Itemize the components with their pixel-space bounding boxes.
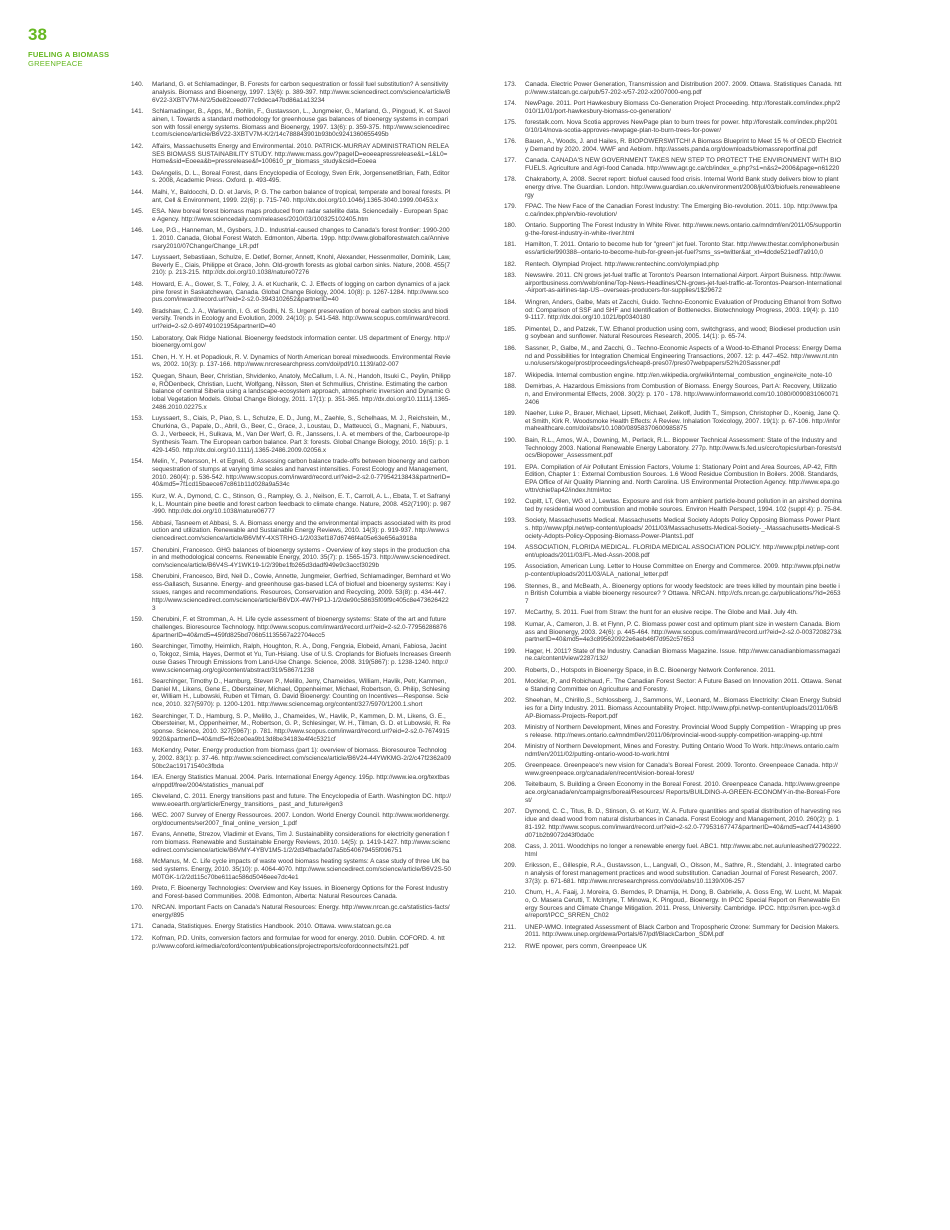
reference-number: 164. xyxy=(131,774,144,782)
reference-text: EPA. Compilation of Air Pollutant Emission Factors, Volume 1: Stationary Point and Area Sources, AP-42, Fifth Edition, Chapter 1 : External Combustion Sources. 1.6 Wood Residue Combustion In Boilers. 2008. Standards, EPA Office of Air Quality Planning and. North Carolina. US Environmental Protection Agency. http://www.epa.gov/ttn/chief/ap42/index.html#toc xyxy=(525,463,840,495)
reference-number: 209. xyxy=(504,861,517,869)
reference-number: 189. xyxy=(504,409,517,417)
reference-text: Cherubini, Francesco. GHG balances of bioenergy systems - Overview of key steps in the production chain and methodological concerns. Renewable Energy, 2010. 35(7): p. 1565-1573. http://www.sciencedirect.com/science/article/B6V4S-4Y1WK19-1/2/39be1fb265d3dadf949e9c3accf3029b xyxy=(152,546,451,570)
reference-entry xyxy=(504,345,842,369)
reference-text: Kofman, P.D. Units, conversion factors and formulae for wood for energy. 2010. Dublin. COFORD. 4. http://www.coford.ie/media/coford/content/publications/projectreports/cofordconnects/ht21.pdf xyxy=(152,934,445,950)
reference-text: Bauen, A., Woods, J. and Hailes, R. BIOPOWERSWITCH! A Biomass Blueprint to Meet 15 % of OECD Electricity Demand by 2020. 2004. WWF and Aebiom. http://assets.panda.org/downloads/biomassreportfinal.pdf xyxy=(525,138,842,154)
reference-entry xyxy=(131,81,451,105)
reference-entry xyxy=(504,157,842,173)
reference-entry xyxy=(131,143,451,167)
reference-entry xyxy=(131,520,451,544)
reference-number: 176. xyxy=(504,138,517,146)
reference-text: Dymond, C. C., Titus, B. D., Stinson, G. et Kurz, W. A. Future quantities and spatial distribution of harvesting residue and dead wood from natural disturbances in Canada. Forest Ecology and Management, 2010. 260(2): p. 181-192. http://www.scopus.com/inward/record.url?eid=2-s2.0-77953167747&partnerID=40&md5=acf744143690d071b2b9072d43f0da0c xyxy=(525,808,842,839)
reference-entry xyxy=(504,272,842,296)
reference-entry xyxy=(504,544,842,560)
reference-text: Kumar, A., Cameron, J. B. et Flynn, P. C. Biomass power cost and optimum plant size in western Canada. Biomass and Bioenergy, 2003. 24(6): p. 445-464. http://www.scopus.com/inward/record.url?eid=2-s2.0-0037208273&partnerID=40&md5=4e3c895620922e6aeb46f7d952c57653 xyxy=(525,620,842,644)
reference-entry xyxy=(504,517,842,541)
reference-entry xyxy=(504,81,842,97)
reference-text: Pimentel, D., and Patzek, T.W. Ethanol production using corn, switchgrass, and wood; Biodiesel production using soybean and sunflower. Natural Resources Research, 2005. 14(1): p. 65-74. xyxy=(525,325,841,341)
reference-entry xyxy=(131,713,451,744)
reference-number: 170. xyxy=(131,904,144,912)
reference-text: Affairs, Massachusetts Energy and Environmental. 2010. PATRICK-MURRAY ADMINISTRATION RELEASES BIOMASS SUSTAINABILITY STUDY. http://www.mass.gov/?pageID=eoeeapressrelease&L=1&L0=Home&sid=Eoeea&b=pressrelease&f=100610_pr_biomass_study&csid=Eoeea xyxy=(152,142,449,166)
reference-number: 175. xyxy=(504,119,517,127)
reference-text: Sassner, P., Galbe, M., and Zacchi, G.. Techno-Economic Aspects of a Wood-to-Ethanol Process: Energy Demand and Possibilities for Integration Chemical Engineering Transactions, 2007. 12: p. 447–452. http://www.nt.ntnu.no/users/skoge/prost/proceedings/icheap8-pres07/pres07webpapers/52%20Sassner.pdf xyxy=(525,344,842,368)
reference-text: Searchinger, Timothy D., Hamburg, Steven P., Melillo, Jerry, Chameides, William, Havlik, Petr, Kammen, Daniel M., Likens, Gene E., Obersteiner, Michael, Oppenheimer, Michael, Robertson, G. Philip, Schlesinger, William H., Lubowski, Ruben et Tilman, G. David Bioenergy: Counting on Incentives—Response. Science, 2010. 327(5970): p. 1200-1201. http://www.sciencemag.org/content/327/5970/1200.1.short xyxy=(152,677,450,709)
reference-entry xyxy=(504,621,842,645)
reference-text: FPAC. The New Face of the Canadian Forest Industry: The Emerging Bio-revolution. 2011. 10p. http://www.fpac.ca/index.php/en/bio-revolution/ xyxy=(525,203,838,219)
reference-number: 146. xyxy=(131,226,144,234)
reference-number: 210. xyxy=(504,888,517,896)
reference-entry xyxy=(504,862,842,886)
reference-number: 155. xyxy=(131,492,144,500)
reference-number: 181. xyxy=(504,241,517,249)
reference-text: Cleveland, C. 2011. Energy transitions past and future. The Encyclopedia of Earth. Washington DC. http://www.eoearth.org/article/Energy_transitions_ past_and_future#gen3 xyxy=(152,793,451,809)
reference-number: 168. xyxy=(131,858,144,866)
reference-text: Naeher, Luke P., Brauer, Michael, Lipsett, Michael, Zelikoff, Judith T., Simpson, Christopher D., Koenig, Jane Q. et Smith, Kirk R. Woodsmoke Health Effects: A Review. Inhalation Toxicology, 2007. 19(1): p. 67-106. http://informahealthcare.com/doi/abs/10.1080/08958370600985875 xyxy=(525,409,841,433)
reference-entry xyxy=(504,667,842,675)
reference-text: Roberts, D., Hotspots in Bioenergy Space, in B.C. Bioenergy Network Conference. 2011. xyxy=(525,666,776,674)
reference-text: Cherubini, F. et Stromman, A. H. Life cycle assessment of bioenergy systems: State of the art and future challenges. Bioresource Technology. http://www.scopus.com/inward/record.url?eid=2-s2.0-77956286876&partnerID=40&md5=459fd825bd706b51135567a22704ecc5 xyxy=(152,616,447,639)
reference-entry xyxy=(504,410,842,434)
reference-text: Canada, Statistiques. Energy Statistics Handbook. 2010. Ottawa. www.statcan.gc.ca xyxy=(152,923,392,931)
reference-entry xyxy=(504,697,842,721)
reference-number: 188. xyxy=(504,382,517,390)
reference-entry xyxy=(504,563,842,579)
reference-entry xyxy=(131,335,451,351)
reference-number: 205. xyxy=(504,762,517,770)
reference-entry xyxy=(131,747,451,771)
reference-text: Chum, H., A. Faaij, J. Moreira, G. Berndes, P. Dhamija, H. Dong, B. Gabrielle, A. Goss Eng, W. Lucht, M. Mapako, O. Masera Cerutti, T. McIntyre, T. Minowa, K. Pingoud,. Bioenergy. In IPCC Special Report on Renewable Energy Sources and Climate Change Mitigation. 2011. Press, University. Cambridge. IPCC. http://srren.ipcc-wg3.de/report/IPCC_SRREN_Ch02 xyxy=(525,888,842,920)
reference-text: McManus, M. C. Life cycle impacts of waste wood biomass heating systems: A case study of three UK based systems. Energy, 2010. 35(10): p. 4064-4070. http://www.sciencedirect.com/science/article/B6V2S-50M0TGK-1/2/2d115c70be611ac586d5046eee7dc4e1 xyxy=(152,858,451,882)
reference-text: Ministry of Northern Development, Mines and Forestry. Provincial Wood Supply Competition - Wrapping up press release. http://news.ontario.ca/mndmf/en/2011/06/provincial-wood-supply-competition-wrapping-up.html xyxy=(525,723,841,739)
reference-number: 201. xyxy=(504,677,517,685)
reference-number: 212. xyxy=(504,942,517,950)
reference-number: 178. xyxy=(504,176,517,184)
reference-text: Bain, R.L., Amos, W.A., Downing, M., Perlack, R.L.. Biopower Technical Assessment: State of the Industry and Technology 2003. National Renewable Energy Laboratory. 277p. http://www.fs.fed.us/ccrc/topics/urban-forests/docs/Biopower_Assessment.pdf xyxy=(525,436,842,460)
reference-entry xyxy=(504,222,842,238)
reference-number: 162. xyxy=(131,712,144,720)
reference-entry xyxy=(131,547,451,571)
reference-number: 193. xyxy=(504,517,517,525)
reference-entry xyxy=(131,616,451,640)
reference-text: Malhi, Y., Baldocchi, D. D. et Jarvis, P. G. The carbon balance of tropical, temperate and boreal forests. Plant, Cell & Environment, 1999. 22(6): p. 715-740. http://dx.doi.org/10.1046/j.1365-3040.1999.00453.x xyxy=(152,188,451,204)
reference-number: 183. xyxy=(504,271,517,279)
reference-text: Association, American Lung. Letter to House Committee on Energy and Commerce. 2009. http://www.pfpi.net/wp-content/uploads/2011/03/ALA_national_letter.pdf xyxy=(525,563,841,579)
reference-entry xyxy=(504,889,842,920)
reference-number: 182. xyxy=(504,260,517,268)
reference-entry xyxy=(131,373,451,412)
reference-text: Searchinger, Timothy, Heimlich, Ralph, Houghton, R. A., Dong, Fengxia, Elobeid, Amani, Fabiosa, Jacinto, Tokgoz, Simla, Hayes, Dermot et Yu, Tun-Hsiang. Use of U.S. Croplands for Biofuels Increases Greenhouse Gases Through Emissions from Land-Use Change. Science, 2008. 319(5867): p. 1238-1240. http://www.sciencemag.org/cgi/content/abstract/319/5867/1238 xyxy=(152,642,451,674)
reference-number: 148. xyxy=(131,280,144,288)
reference-number: 187. xyxy=(504,371,517,379)
reference-entry xyxy=(131,189,451,205)
document-title: FUELING A BIOMASS xyxy=(28,50,110,59)
reference-entry xyxy=(504,437,842,461)
reference-number: 160. xyxy=(131,642,144,650)
reference-entry xyxy=(504,943,842,951)
reference-text: Howard, E. A., Gower, S. T., Foley, J. A. et Kucharik, C. J. Effects of logging on carbon dynamics of a jack pine forest in Saskatchewan, Canada. Global Change Biology, 2004. 10(8): p. 1267-1284. http://www.scopus.com/inward/record.url?eid=2-s2.0-3943102652&partnerID=40 xyxy=(152,280,450,304)
reference-number: 141. xyxy=(131,107,144,115)
reference-number: 172. xyxy=(131,934,144,942)
reference-text: NewPage. 2011. Port Hawkesbury Biomass Co-Generation Project Proceeding. http://forestalk.com/index.php/2010/11/01/port-hawkesbury-biomass-co-generation/ xyxy=(525,100,841,115)
reference-entry xyxy=(504,924,842,940)
reference-text: WEC. 2007 Survey of Energy Ressources. 2007. London. World Energy Council. http://www.worldenergy.org/documents/ser2007_final_online_version_1.pdf xyxy=(152,812,450,828)
reference-text: Abbasi, Tasneem et Abbasi, S. A. Biomass energy and the environmental impacts associated with its production and utilization. Renewable and Sustainable Energy Reviews, 2010. 14(3): p. 919-937. http://www.sciencedirect.com/science/article/B6VMY-4XSTRHG-1/2/033ef187d6746f4a05e63e656a3918a xyxy=(152,519,451,543)
reference-text: Luyssaert, Sebastiaan, Schulze, E. Detlef, Borner, Annett, Knohl, Alexander, Hessenmoller, Dominik, Law, Beverly E., Ciais, Philippe et Grace, John. Old-growth forests as global carbon sinks. Nature, 2008. 455(7210): p. 213-215. http://dx.doi.org/10.1038/nature07276 xyxy=(152,253,451,277)
reference-entry xyxy=(131,935,451,951)
reference-text: Hamilton, T. 2011. Ontario to become hub for "green" jet fuel. Toronto Star. http://www.thestar.com/iphone/business/article/990388--ontario-to-become-hub-for-green-jet-fuel?sms_ss=twitter&at_xt=4dcde521edf7a910,0 xyxy=(525,241,839,257)
reference-text: forestalk.com. Nova Scotia approves NewPage plan to burn trees for power. http://forestalk.com/index.php/2010/10/14/nova-scotia-approves-newpage-plan-to-burn-trees-for-power/ xyxy=(525,119,838,134)
reference-entry xyxy=(504,781,842,805)
reference-number: 158. xyxy=(131,573,144,581)
reference-text: McCarthy, S. 2011. Fuel from Straw: the hunt for an elusive recipe. The Globe and Mail. July 4th. xyxy=(525,609,798,617)
reference-number: 143. xyxy=(131,169,144,177)
reference-text: Marland, G. et Schlamadinger, B. Forests for carbon sequestration or fossil fuel substitution? A sensitivity analysis. Biomass and Bioenergy, 1997. 13(6): p. 389-397. http://www.sciencedirect.com/science/article/B6V22-3XBTV7M-N/2/5de82ceed077c9deca47bd86a1a13234 xyxy=(152,81,451,104)
reference-entry xyxy=(504,583,842,607)
reference-text: Cass, J. 2011. Woodchips no longer a renewable energy fuel. ABC1. http://www.abc.net.au/unleashed/2790222.html xyxy=(525,842,842,858)
reference-text: UNEP-WMO. Integrated Assessment of Black Carbon and Tropospheric Ozone: Summary for Decision Makers. 2011. http://www.unep.org/dewa/Portals/67/pdf/BlackCarbon_SDM.pdf xyxy=(525,923,840,939)
reference-entry xyxy=(504,203,842,219)
reference-text: Cherubini, Francesco, Bird, Neil D., Cowie, Annette, Jungmeier, Gerfried, Schlamadinger, Bernhard et Woess-Gallasch, Susanne. Energy- and greenhouse gas-based LCA of biofuel and bioenergy systems: Key issues, ranges and recommendations. Resources, Conservation and Recycling, 2009. 53(8): p. 434-447. http://www.sciencedirect.com/science/article/B6VDX-4W7HP1J-1/2/de90c58635f09f9c405c8e4736264223 xyxy=(152,573,451,612)
reference-entry xyxy=(131,415,451,454)
reference-text: Lee, P.G., Hanneman, M., Gysbers, J.D.. Industrial-caused changes to Canada's forest frontier: 1990-2001. 2010. Canada, Global Forest Watch. Edmonton, Alberta. 19pp. http://www.globalforestwatch.ca/Anniversary2010/07Change/Change_LR.pdf xyxy=(152,226,450,250)
reference-text: Chakraborty, A. 2008. Secret report: biofuel caused food crisis. Internal World Bank study delivers blow to plant energy drive. The Guardian. London. http://www.guardian.co.uk/environment/2008/jul/03/biofuels.renewableenergy xyxy=(525,176,841,200)
reference-entry xyxy=(504,498,842,514)
reference-number: 157. xyxy=(131,546,144,554)
reference-entry xyxy=(504,119,842,135)
reference-entry xyxy=(131,254,451,278)
reference-entry xyxy=(504,609,842,617)
reference-number: 192. xyxy=(504,498,517,506)
reference-number: 165. xyxy=(131,793,144,801)
reference-text: Demirbas, A. Hazardous Emissions from Combustion of Biomass. Energy Sources, Part A: Recovery, Utilization, and Environmental Effects, 2008. 30(2): p. 170 - 178. http://www.informaworld.com/10.1080/00908310600712406 xyxy=(525,382,839,406)
reference-number: 149. xyxy=(131,307,144,315)
reference-entry xyxy=(131,904,451,920)
reference-entry xyxy=(504,724,842,740)
reference-text: DeAngelis, D. L., Boreal Forest, dans Encyclopedia of Ecology, Sven Erik, JorgensenetBrian, Fath, Editors. 2008, Academic Press. Oxford. p. 493-495. xyxy=(152,169,450,185)
reference-text: Sheehan, M., Chirillo,S., Schlossberg, J., Sammons, W., Leonard, M.. Biomass Electricity: Clean Energy Subsidies for a Dirty Industry. 2011. Biomass Accountability Project. http://www.pfpi.net/wp-content/uploads/2011/06/BAP-Biomass-Projects-Report.pdf xyxy=(525,697,842,720)
reference-number: 186. xyxy=(504,344,517,352)
reference-number: 177. xyxy=(504,157,517,165)
reference-number: 163. xyxy=(131,747,144,755)
reference-number: 197. xyxy=(504,609,517,617)
organization-name: GREENPEACE xyxy=(28,59,83,68)
reference-entry xyxy=(504,464,842,495)
reference-text: ESA. New boreal forest biomass maps produced from radar satellite data. Sciencedaily - European Space Agency. http://www.sciencedaily.com/releases/2010/03/100325102405.htm xyxy=(152,207,448,223)
reference-entry xyxy=(131,831,451,855)
reference-number: 173. xyxy=(504,81,517,88)
reference-number: 179. xyxy=(504,203,517,211)
reference-entry xyxy=(131,308,451,332)
reference-entry xyxy=(504,678,842,694)
reference-entry xyxy=(131,227,451,251)
reference-text: Searchinger, T. D., Hamburg, S. P., Melillo, J., Chameides, W., Havlik, P., Kammen, D. M., Likens, G. E., Obersteiner, M., Oppenheimer, M., Robertson, G. P., Schlesinger, W. H., Tilman, G. D. et Lubowski, R. Response. Science, 2010. 327(5967): p. 781. http://www.scopus.com/inward/record.url?eid=2-s2.0-76749159920&partnerID=40&md5=f62ce0ea9b13d8be34183e4f4c5321cf xyxy=(152,712,451,744)
reference-text: Newswire. 2011. CN grows jet-fuel traffic at Toronto's Pearson International Airport. Airport Buisness. http://www.airportbusiness.com/web/online/Top-News-Headlines/CN-grows-jet-fuel-traffic-at-Torontos-Pearson-International-Airport-as-airlines-tap-US--overseas-producers-for-supplies/1$29672 xyxy=(525,271,842,295)
reference-number: 206. xyxy=(504,781,517,789)
reference-text: ASSOCIATION, FLORIDA MEDICAL. FLORIDA MEDICAL ASSOCIATION POLICY. http://www.pfpi.net/wp-content/uploads/2011/03/FL-Med-Assn-2008.pdf xyxy=(525,544,840,560)
reference-entry xyxy=(504,808,842,839)
reference-entry xyxy=(504,762,842,778)
reference-number: 142. xyxy=(131,142,144,150)
reference-number: 147. xyxy=(131,253,144,261)
reference-number: 171. xyxy=(131,923,144,931)
reference-text: RWE npower, pers comm, Greenpeace UK xyxy=(525,942,647,950)
reference-text: Ontario. Supporting The Forest Industry In White River. http://www.news.ontario.ca/mndmf/en/2011/05/supporting-the-forest-industry-in-white-river.html xyxy=(525,222,842,238)
reference-entry xyxy=(131,678,451,709)
reference-number: 140. xyxy=(131,81,144,88)
reference-number: 154. xyxy=(131,457,144,465)
reference-entry xyxy=(131,793,451,809)
reference-number: 156. xyxy=(131,519,144,527)
reference-number: 199. xyxy=(504,647,517,655)
reference-entry xyxy=(504,383,842,407)
reference-number: 152. xyxy=(131,372,144,380)
reference-number: 169. xyxy=(131,885,144,893)
reference-entry xyxy=(131,170,451,186)
reference-entry xyxy=(131,108,451,139)
reference-number: 184. xyxy=(504,298,517,306)
reference-number: 145. xyxy=(131,207,144,215)
reference-text: McKendry, Peter. Energy production from biomass (part 1): overview of biomass. Bioresource Technology, 2002. 83(1): p. 37-46. http://www.sciencedirect.com/science/article/B6V24-44YWKMG-2/2/c47f2362a0950bc2ac19171540c3fbda xyxy=(152,747,451,770)
reference-number: 167. xyxy=(131,831,144,839)
reference-text: Schlamadinger, B., Apps, M., Bohlin, F., Gustavsson, L., Jungmeier, G., Marland, G., Pingoud, K. et Savolainen, I. Towards a standard methodology for greenhouse gas balances of bioenergy systems in comparison with fossil energy systems. Biomass and Bioenergy, 1997. 13(6): p. 359-375. http://www.sciencedirect.com/science/article/B6V22-3XBTV7M-K/2/14c788843901b93b0c9241360655495b xyxy=(152,107,451,139)
reference-entry xyxy=(131,885,451,901)
reference-text: Rentech. Olympiad Project. http://www.rentechinc.com/olympiad.php xyxy=(525,260,719,268)
reference-entry xyxy=(504,648,842,664)
reference-entry xyxy=(504,843,842,859)
reference-number: 185. xyxy=(504,325,517,333)
reference-entry xyxy=(131,354,451,370)
reference-number: 191. xyxy=(504,463,517,471)
reference-entry xyxy=(504,138,842,154)
reference-number: 200. xyxy=(504,666,517,674)
reference-text: Canada. Electric Power Generation, Transmission and Distribution 2007. 2009. Ottawa. Statistiques Canada. http://www.statcan.gc.ca/pub/57-202-x/57-202-x2007000-eng.pdf xyxy=(525,81,842,96)
reference-text: Evans, Annette, Strezov, Vladimir et Evans, Tim J. Sustainability considerations for electricity generation from biomass. Renewable and Sustainable Energy Reviews, 2010. 14(5): p. 1419-1427. http://www.sciencedirect.com/science/article/B6VMY-4YBV1M5-1/2/2d34fbacfa0d7a5b540679455f096751 xyxy=(152,831,451,855)
reference-entry xyxy=(131,281,451,305)
reference-entry xyxy=(131,493,451,517)
reference-number: 161. xyxy=(131,677,144,685)
reference-entry xyxy=(504,176,842,200)
reference-text: Luyssaert, S., Ciais, P., Piao, S. L., Schulze, E. D., Jung, M., Zaehle, S., Schelhaas, M. J., Reichstein, M., Churkina, G., Papale, D., Abril, G., Beer, C., Grace, J., Loustau, D., Matteucci, G., Magnani, F., Nabuurs, G. J., Verbeeck, H., Sulkava, M., Van Der Werf, G. R., Janssens, I. A. et members of the, Carboeurope-Ip Synthesis Team. The European carbon balance. Part 3: forests. Global Change Biology, 2010. 16(5): p. 1429-1450. http://dx.doi.org/10.1111/j.1365-2486.2009.02056.x xyxy=(152,415,451,454)
reference-number: 208. xyxy=(504,842,517,850)
reference-text: Mockler, P., and Robichaud, F.. The Canadian Forest Sector: A Future Based on Innovation 2011. Ottawa. Senate Standing Committee on Agriculture and Forestry. xyxy=(525,677,842,693)
reference-number: 180. xyxy=(504,222,517,230)
reference-text: Stennes, B., and McBeath, A.. Bioenergy options for woody feedstock: are trees killed by mountain pine beetle in British Columbia a viable bioenergy resource? ? Ottawa. NRCAN. http://cfs.nrcan.gc.ca/publications/?id=26537 xyxy=(525,582,841,606)
reference-number: 194. xyxy=(504,544,517,552)
reference-entry xyxy=(131,458,451,489)
reference-text: Melin, Y., Petersson, H. et Egnell, G. Assessing carbon balance trade-offs between bioenergy and carbon sequestration of stumps at varying time scales and harvest intensities. Forest Ecology and Management, 2010. 260(4): p. 536-542. http://www.scopus.com/inward/record.url?eid=2-s2.0-77954213843&partnerID=40&md5=7f1cd15baece67c861b11d028a9a534c xyxy=(152,457,451,489)
reference-entry xyxy=(504,241,842,257)
reference-number: 153. xyxy=(131,415,144,423)
reference-number: 204. xyxy=(504,743,517,751)
reference-number: 203. xyxy=(504,723,517,731)
references-column-right xyxy=(504,81,842,954)
reference-entry xyxy=(131,923,451,931)
reference-text: Cupitt, LT, Glen, WG et J, Lewtas. Exposure and risk from ambient particle-bound pollution in an airshed dominated by residential wood combustion and mobile sources. Environ Health Perspect, 1994. 102 (suppl 4): p. 75-84. xyxy=(525,498,842,514)
reference-number: 151. xyxy=(131,353,144,361)
reference-text: Kurz, W. A., Dymond, C. C., Stinson, G., Rampley, G. J., Neilson, E. T., Carroll, A. L., Ebata, T. et Safranyik, L. Mountain pine beetle and forest carbon feedback to climate change. Nature, 2008. 452(7190): p. 987-990. http://dx.doi.org/10.1038/nature06777 xyxy=(152,492,451,516)
reference-entry xyxy=(131,858,451,882)
reference-entry xyxy=(131,573,451,612)
reference-number: 174. xyxy=(504,100,517,108)
reference-number: 190. xyxy=(504,436,517,444)
reference-number: 195. xyxy=(504,563,517,571)
page-number: 38 xyxy=(28,25,47,44)
reference-text: Greenpeace. Greenpeace's new vision for Canada's Boreal Forest. 2009. Toronto. Greenpeace Canada. http://www.greenpeace.org/canada/en/recent/vision-boreal-forest/ xyxy=(525,762,838,777)
reference-number: 202. xyxy=(504,697,517,705)
reference-text: Wikipedia. Internal combustion engine. http://en.wikipedia.org/wiki/Internal_combustion_engine#cite_note-10 xyxy=(525,371,832,379)
reference-number: 150. xyxy=(131,334,144,342)
reference-number: 198. xyxy=(504,620,517,628)
reference-text: Teitelbaum, S. Building a Green Economy in the Boreal Forest. 2010. Greenpeace Canada. http://www.greenpeace.org/canada/en/campaigns/boreal/Resources/ Reports/BUILDING-A-GREEN-ECONOMY-in-the-Boreal-Forest/ xyxy=(525,781,841,804)
reference-entry xyxy=(504,743,842,759)
reference-entry xyxy=(131,208,451,224)
reference-text: Wingren, Anders, Galbe, Mats et Zacchi, Guido. Techno-Economic Evaluation of Producing Ethanol from Softwood: Comparison of SSF and SHF and Identification of Bottlenecks. Biotechnology Progress, 2003. 19(4): p. 1109-1117. http://dx.doi.org/10.1021/bp0340180 xyxy=(525,298,842,322)
reference-entry xyxy=(131,643,451,674)
reference-number: 211. xyxy=(504,923,516,931)
page-header xyxy=(28,26,109,68)
reference-number: 166. xyxy=(131,812,144,820)
reference-text: Quegan, Shaun, Beer, Christian, Shvidenko, Anatoly, McCallum, I. A. N., Handoh, Itsuki C., Peylin, Philippe, RÖDenbeck, Christian, Lucht, Wolfgang, Nilsson, Sten et Schmullius, Christine. Estimating the carbon balance of central Siberia using a landscape-ecosystem approach, atmospheric inversion and Dynamic Global Vegetation Models. Global Change Biology, 2011. 17(1): p. 351-365. http://dx.doi.org/10.1111/j.1365-2486.2010.02275.x xyxy=(152,372,451,412)
reference-text: Preto, F. Bioenergy Technologies: Overview and Key Issues. in Bioenergy Options for the Forest Industry and Forest-based Communities. 2008. Edmonton, Alberta: Natural Resources Canada. xyxy=(152,885,449,901)
reference-text: Ministry of Northern Development, Mines and Forestry. Putting Ontario Wood To Work. http://news.ontario.ca/mndmf/en/2011/02/putting-ontario-wood-to-work.html xyxy=(525,743,839,758)
reference-entry xyxy=(504,299,842,323)
reference-number: 207. xyxy=(504,808,517,816)
reference-number: 144. xyxy=(131,188,144,196)
reference-text: Society, Massachusetts Medical. Massachusetts Medical Society Adopts Policy Opposing Biomass Power Plants. http://www.pfpi.net/wp-content/uploads/ 2011/03/Massachusetts-Medical-Society-_-Massachusetts-Medical-Society-Adopts-Policy-Opposing-Biomass-Power-Plants1.pdf xyxy=(525,517,840,541)
reference-text: Chen, H. Y. H. et Popadiouk, R. V. Dynamics of North American boreal mixedwoods. Environmental Reviews, 2002. 10(3): p. 137-166. http://www.nrcresearchpress.com/doi/pdf/10.1139/a02-007 xyxy=(152,353,451,369)
reference-entry xyxy=(504,100,842,116)
reference-text: Hager, H. 2011? State of the Industry. Canadian Biomass Magazine. Issue. http://www.canadianbiomassmagazine.ca/content/view/2287/132/ xyxy=(525,647,841,663)
reference-entry xyxy=(504,372,842,380)
reference-entry xyxy=(504,261,842,269)
reference-number: 196. xyxy=(504,582,517,590)
reference-text: Laboratory, Oak Ridge National. Bioenergy feedstock information center. US department of Energy. http://bioenergy.ornl.gov/ xyxy=(152,334,450,350)
references-column-left xyxy=(131,81,451,954)
reference-text: NRCAN. Important Facts on Canada's Natural Resources: Energy. http://www.nrcan.gc.ca/statistics-facts/energy/895 xyxy=(152,904,450,920)
reference-entry xyxy=(131,812,451,828)
reference-text: Eriksson, E., Gillespie, R.A., Gustavsson, L., Langvall, O., Olsson, M., Sathre, R., Stendahl, J.. Integrated carbon analysis of forest management practices and wood substitution. Canadian Journal of Forest Research, 2007. 37(3): p. 671-681. http://www.nrcresearchpress.com/doi/abs/10.1139/X06-257 xyxy=(525,861,841,885)
reference-text: IEA. Energy Statistics Manual. 2004. Paris. International Energy Agency. 195p. http://www.iea.org/textbase/nppdf/free/2004/statistics_manual.pdf xyxy=(152,774,450,790)
reference-number: 159. xyxy=(131,616,144,624)
reference-text: Canada. CANADA'S NEW GOVERNMENT TAKES NEW STEP TO PROTECT THE ENVIRONMENT WITH BIOFUELS. Agriculture and Agri-food Canada. http://www.agr.gc.ca/cb/index_e.php?s1=n&s2=2006&page=n61220 xyxy=(525,157,842,173)
reference-entry xyxy=(131,774,451,790)
reference-entry xyxy=(504,326,842,342)
reference-text: Bradshaw, C. J. A., Warkentin, I. G. et Sodhi, N. S. Urgent preservation of boreal carbon stocks and biodiversity. Trends in Ecology and Evolution, 2009. 24(10): p. 541-548. http://www.scopus.com/inward/record.url?eid=2-s2.0-69749102195&partnerID=40 xyxy=(152,307,450,331)
